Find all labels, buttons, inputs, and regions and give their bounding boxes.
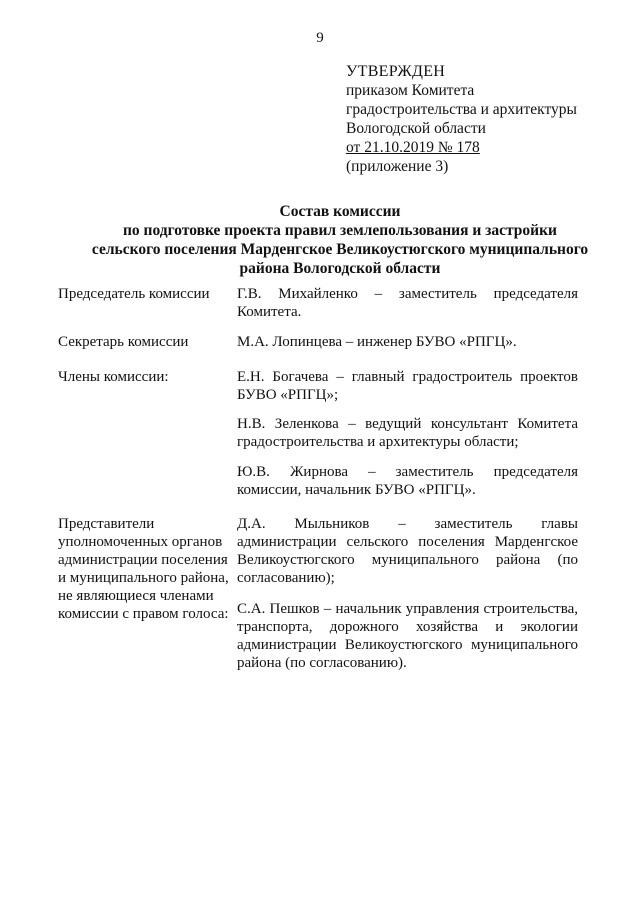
member-entry: Ю.В. Жирнова – заместитель председателя комиссии, начальник БУВО «РПГЦ». [237, 464, 578, 498]
approval-appendix: (приложение 3) [346, 158, 449, 175]
chairman-label: Председатель комиссии [58, 286, 210, 302]
title-line: сельского поселения Марденгское Великоустюгского муниципального [91, 241, 589, 258]
secretary-entry: М.А. Лопинцева – инженер БУВО «РПГЦ». [237, 334, 517, 350]
representative-entry: С.А. Пешков – начальник управления строительства, транспорта, дорожного хозяйства и экологии администрации Великоустюгского муниципального района (по согласованию). [237, 601, 578, 671]
approval-title: УТВЕРЖДЕН [346, 63, 446, 80]
title-line: по подготовке проекта правил землепользования и застройки [123, 222, 557, 239]
secretary-label: Секретарь комиссии [58, 334, 189, 350]
representative-entry: Д.А. Мыльников – заместитель главы администрации сельского поселения Марденгское Великоустюгского муниципального района (по согласованию); [237, 516, 578, 586]
title-line: района Вологодской области [239, 260, 441, 277]
approval-date: от 21.10.2019 № 178 [346, 139, 480, 156]
representatives-label: Представители уполномоченных органов администрации поселения и муниципального района, не являющиеся членами комиссии с правом голоса: [58, 516, 229, 622]
member-entry: Н.В. Зеленкова – ведущий консультант Комитета градостроительства и архитектуры области; [237, 416, 578, 450]
page-number: 9 [316, 30, 324, 46]
approval-line: приказом Комитета [346, 82, 475, 99]
member-entry: Е.Н. Богачева – главный градостроитель проектов БУВО «РПГЦ»; [237, 369, 578, 403]
approval-line: Вологодской области [346, 120, 486, 137]
chairman-entry: Г.В. Михайленко – заместитель председателя Комитета. [237, 286, 578, 320]
approval-stamp [346, 62, 577, 176]
title-line: Состав комиссии [279, 203, 401, 220]
members-label: Члены комиссии: [58, 369, 169, 385]
document-title [60, 202, 620, 278]
approval-line: градостроительства и архитектуры [346, 101, 577, 118]
